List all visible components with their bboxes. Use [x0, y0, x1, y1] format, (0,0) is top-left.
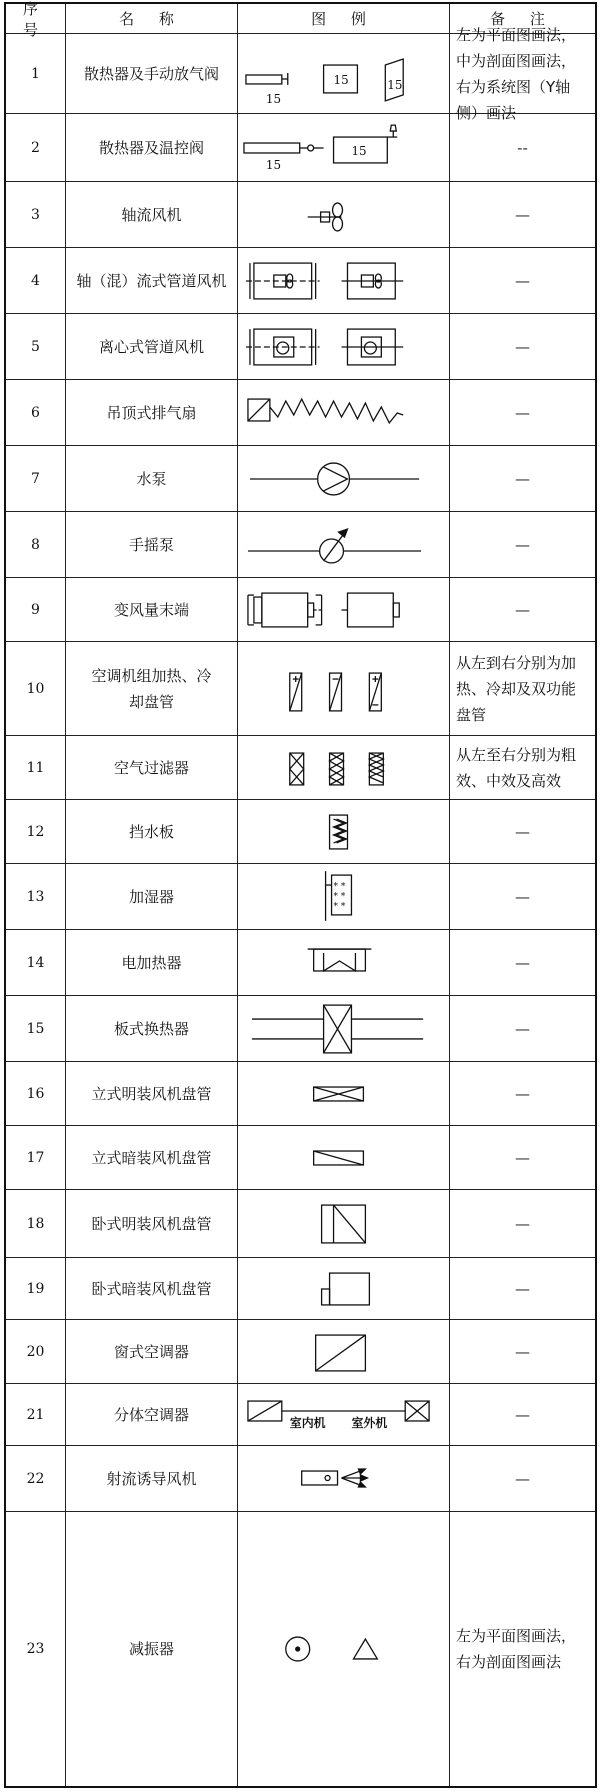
row-note: 从左至右分别为粗效、中效及高效 — [456, 745, 577, 790]
svg-text:* *: * * — [333, 901, 346, 912]
row-note: — — [515, 403, 530, 422]
symbol-eliminator — [238, 800, 450, 863]
row-no: 10 — [6, 642, 66, 735]
row-note: — — [515, 535, 530, 554]
row-note: — — [515, 953, 530, 972]
table-row — [6, 1062, 595, 1126]
symbol-window-air-conditioner — [238, 1320, 450, 1383]
symbol-electric-heater — [238, 930, 450, 995]
header-no: 序 号 — [6, 4, 66, 33]
table-row — [6, 1512, 595, 1786]
row-name: 加湿器 — [66, 864, 238, 929]
row-note: — — [515, 205, 530, 224]
table-row — [6, 25, 595, 122]
row-name: 射流诱导风机 — [66, 1446, 238, 1511]
row-name: 卧式暗装风机盘管 — [66, 1258, 238, 1319]
row-no: 20 — [6, 1320, 66, 1383]
row-name: 离心式管道风机 — [66, 314, 238, 379]
table-row — [6, 380, 595, 446]
row-no: 22 — [6, 1446, 66, 1511]
row-name: 水泵 — [66, 446, 238, 511]
symbol-axial-fan — [238, 182, 450, 247]
symbol-horizontal-exposed-fcu — [238, 1190, 450, 1257]
legend-table — [4, 2, 597, 1788]
table-row — [6, 930, 595, 996]
table-row — [6, 1384, 595, 1446]
row-no: 1 — [6, 34, 66, 113]
symbol-vertical-exposed-fcu — [238, 1062, 450, 1125]
row-name: 板式换热器 — [66, 996, 238, 1061]
row-note: — — [515, 1214, 530, 1233]
row-name: 卧式明装风机盘管 — [66, 1190, 238, 1257]
row-name: 散热器及手动放气阀 — [66, 34, 238, 113]
table-row — [6, 864, 595, 930]
header-name: 名 称 — [66, 4, 238, 33]
symbol-water-pump — [238, 446, 450, 511]
symbol-plate-heat-exchanger — [238, 996, 450, 1061]
row-no: 8 — [6, 512, 66, 577]
symbol-vibration-isolator — [238, 1512, 450, 1786]
symbol-vav-terminal — [238, 578, 450, 641]
row-no: 9 — [6, 578, 66, 641]
row-note: — — [515, 600, 530, 619]
row-no: 6 — [6, 380, 66, 445]
svg-text:15: 15 — [333, 72, 349, 87]
row-note: — — [515, 822, 530, 841]
symbol-radiator-manual-vent — [238, 34, 450, 113]
row-name: 电加热器 — [66, 930, 238, 995]
symbol-heating-cooling-coil — [238, 642, 450, 735]
row-note: — — [515, 1084, 530, 1103]
table-row — [6, 314, 595, 380]
table-row — [6, 800, 595, 864]
table-row — [6, 1446, 595, 1512]
symbol-jet-induction-fan — [238, 1446, 450, 1511]
table-row — [6, 114, 595, 182]
table-row — [6, 512, 595, 578]
table-row — [6, 996, 595, 1062]
svg-text:室外机: 室外机 — [351, 1415, 388, 1430]
row-no: 18 — [6, 1190, 66, 1257]
row-no: 7 — [6, 446, 66, 511]
row-note: — — [515, 271, 530, 290]
row-no: 11 — [6, 736, 66, 799]
symbol-hand-pump — [238, 512, 450, 577]
table-row — [6, 642, 595, 736]
row-name: 手摇泵 — [66, 512, 238, 577]
svg-text:15: 15 — [387, 77, 403, 92]
row-note: — — [515, 1405, 530, 1424]
svg-text:15: 15 — [265, 91, 282, 106]
row-no: 21 — [6, 1384, 66, 1445]
row-name: 减振器 — [66, 1512, 238, 1786]
table-row — [6, 1258, 595, 1320]
table-row — [6, 182, 595, 248]
table-row — [6, 446, 595, 512]
row-no: 3 — [6, 182, 66, 247]
table-row — [6, 1320, 595, 1384]
symbol-centrifugal-duct-fan — [238, 314, 450, 379]
symbol-ceiling-exhaust-fan — [238, 380, 450, 445]
row-note: — — [515, 887, 530, 906]
row-name: 空调机组加热、冷却盘管 — [66, 642, 238, 735]
row-note: — — [515, 1148, 530, 1167]
row-note: — — [515, 1469, 530, 1488]
table-row — [6, 248, 595, 314]
table-row — [6, 1190, 595, 1258]
symbol-split-air-conditioner — [238, 1384, 450, 1445]
row-name: 散热器及温控阀 — [66, 114, 238, 181]
row-name: 吊顶式排气扇 — [66, 380, 238, 445]
row-name: 变风量末端 — [66, 578, 238, 641]
row-note: -- — [517, 138, 528, 157]
row-name: 轴（混）流式管道风机 — [66, 248, 238, 313]
row-no: 13 — [6, 864, 66, 929]
row-name: 窗式空调器 — [66, 1320, 238, 1383]
row-note: — — [515, 1279, 530, 1298]
row-no: 23 — [6, 1512, 66, 1786]
header-figure: 图 例 — [238, 4, 450, 33]
row-no: 12 — [6, 800, 66, 863]
row-no: 16 — [6, 1062, 66, 1125]
row-note: 左为平面图画法，右为剖面图画法 — [456, 1627, 577, 1671]
table-row — [6, 1126, 595, 1190]
row-name: 轴流风机 — [66, 182, 238, 247]
row-no: 5 — [6, 314, 66, 379]
row-name: 空气过滤器 — [66, 736, 238, 799]
svg-text:* *: * * — [333, 881, 346, 892]
row-no: 17 — [6, 1126, 66, 1189]
row-no: 2 — [6, 114, 66, 181]
table-row — [6, 736, 595, 800]
row-note: — — [515, 337, 530, 356]
row-name: 分体空调器 — [66, 1384, 238, 1445]
symbol-horizontal-concealed-fcu — [238, 1258, 450, 1319]
row-no: 15 — [6, 996, 66, 1061]
row-name: 挡水板 — [66, 800, 238, 863]
symbol-vertical-concealed-fcu — [238, 1126, 450, 1189]
symbol-humidifier — [238, 864, 450, 929]
svg-text:室内机: 室内机 — [289, 1415, 326, 1430]
svg-text:15: 15 — [265, 157, 282, 172]
row-note: — — [515, 1342, 530, 1361]
symbol-radiator-thermostatic-valve — [238, 114, 450, 181]
table-row — [6, 578, 595, 642]
row-note: — — [515, 469, 530, 488]
symbol-air-filter — [238, 736, 450, 799]
row-note: 左为平面图画法，中为剖面图画法，右为系统图（Y轴侧）画法 — [456, 25, 577, 122]
row-no: 14 — [6, 930, 66, 995]
row-note: — — [515, 1019, 530, 1038]
row-name: 立式明装风机盘管 — [66, 1062, 238, 1125]
row-no: 4 — [6, 248, 66, 313]
header-note: 备 注 — [490, 9, 555, 28]
svg-text:* *: * * — [333, 891, 346, 902]
symbol-inline-duct-fan — [238, 248, 450, 313]
row-note: 从左到右分别为加热、冷却及双功能盘管 — [456, 653, 577, 724]
row-name: 立式暗装风机盘管 — [66, 1126, 238, 1189]
row-no: 19 — [6, 1258, 66, 1319]
svg-text:15: 15 — [351, 143, 367, 158]
